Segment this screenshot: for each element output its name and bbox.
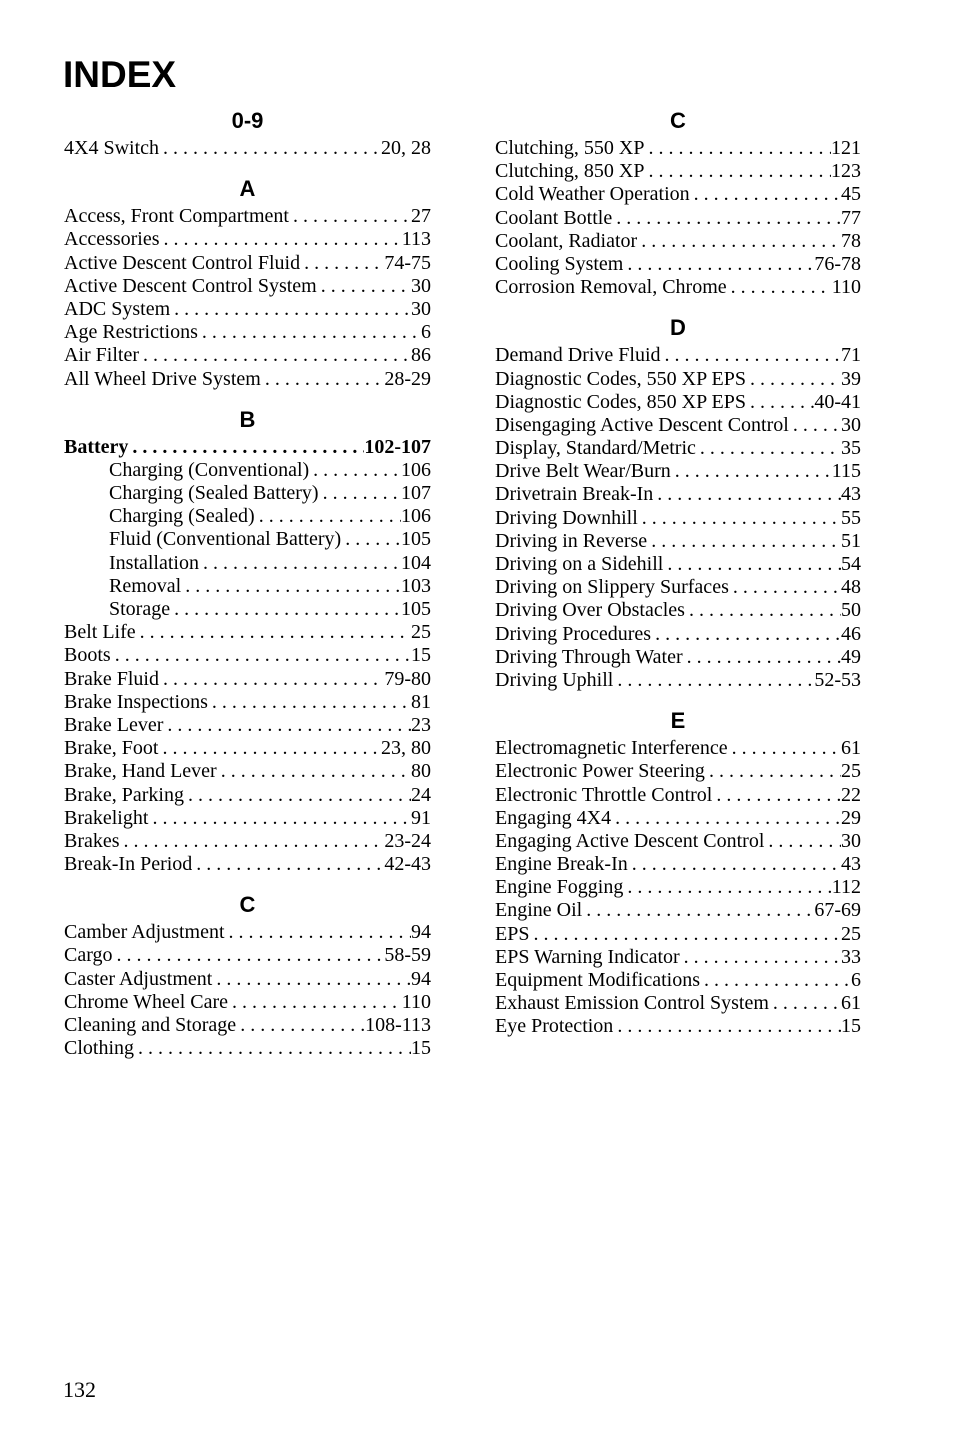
entry-term: Diagnostic Codes, 850 XP EPS xyxy=(495,390,746,413)
entry-page-numbers: 61 xyxy=(841,992,861,1015)
index-entry xyxy=(495,969,861,992)
index-entry xyxy=(495,899,861,922)
dot-leader xyxy=(637,230,841,253)
index-entry xyxy=(495,992,861,1015)
index-entry-list xyxy=(64,921,431,1060)
entry-term: Active Descent Control System xyxy=(64,274,317,297)
index-subentry xyxy=(64,575,431,598)
entry-term: Equipment Modifications xyxy=(495,969,700,991)
entry-term: Charging (Sealed Battery) xyxy=(109,482,319,505)
index-entry xyxy=(495,207,861,230)
entry-page-numbers: 106 xyxy=(401,505,431,528)
entry-page-numbers: 28-29 xyxy=(384,367,431,390)
entry-page-numbers: 86 xyxy=(411,344,431,367)
entry-page-numbers: 71 xyxy=(841,344,861,367)
entry-page-numbers: 107 xyxy=(401,482,431,505)
dot-leader xyxy=(113,944,385,967)
dot-leader xyxy=(317,275,411,298)
index-column-left xyxy=(64,104,431,1072)
entry-page-numbers: 15 xyxy=(411,1037,431,1060)
entry-page-numbers: 112 xyxy=(831,876,861,899)
dot-leader xyxy=(158,737,381,760)
entry-page-numbers: 55 xyxy=(841,506,861,529)
dot-leader xyxy=(729,576,841,599)
dot-leader xyxy=(289,205,411,228)
dot-leader xyxy=(159,137,381,160)
index-subentry xyxy=(64,482,431,505)
entry-term: Removal xyxy=(109,574,182,597)
dot-leader xyxy=(690,183,841,206)
index-entry xyxy=(64,621,431,644)
entry-page-numbers: 54 xyxy=(841,553,861,575)
entry-page-numbers: 25 xyxy=(841,760,861,783)
entry-term: Coolant Bottle xyxy=(495,206,613,229)
index-entry xyxy=(495,391,861,414)
entry-term: Disengaging Active Descent Control xyxy=(495,413,789,436)
index-entry xyxy=(64,1014,431,1037)
entry-term: Charging (Sealed) xyxy=(109,505,255,528)
dot-leader xyxy=(683,646,841,669)
index-column-right xyxy=(495,104,861,1051)
page-title: INDEX xyxy=(63,54,177,95)
index-entry-list xyxy=(64,205,431,391)
entry-term: Driving Uphill xyxy=(495,668,614,691)
index-entry xyxy=(64,275,431,298)
dot-leader xyxy=(661,344,841,367)
entry-term: Age Restrictions xyxy=(64,321,198,344)
entry-term: Engaging 4X4 xyxy=(495,806,612,829)
index-entry xyxy=(495,623,861,646)
index-entry xyxy=(64,830,431,853)
dot-leader xyxy=(236,1014,365,1037)
entry-page-numbers: 94 xyxy=(411,967,431,990)
entry-page-numbers: 105 xyxy=(401,528,431,551)
entry-term: Installation xyxy=(109,551,199,574)
entry-page-numbers: 123 xyxy=(831,160,861,183)
index-entry xyxy=(64,737,431,760)
entry-page-numbers: 25 xyxy=(411,621,431,644)
entry-page-numbers: 102-107 xyxy=(364,435,431,458)
index-entry xyxy=(64,668,431,691)
dot-leader xyxy=(653,483,841,506)
entry-term: Cargo xyxy=(64,944,113,967)
dot-leader xyxy=(163,714,411,737)
entry-page-numbers: 30 xyxy=(841,413,861,436)
entry-term: Electronic Power Steering xyxy=(495,760,705,783)
index-entry xyxy=(495,599,861,622)
dot-leader xyxy=(341,528,401,551)
entry-page-numbers: 80 xyxy=(411,760,431,783)
entry-page-numbers: 43 xyxy=(841,853,861,876)
entry-term: Cold Weather Operation xyxy=(495,183,690,206)
dot-leader xyxy=(638,507,841,530)
index-entry xyxy=(495,553,861,576)
dot-leader xyxy=(225,921,411,944)
entry-page-numbers: 74-75 xyxy=(384,251,431,274)
dot-leader xyxy=(746,368,841,391)
index-entry xyxy=(495,137,861,160)
entry-page-numbers: 58-59 xyxy=(384,944,431,967)
entry-page-numbers: 23-24 xyxy=(384,829,431,852)
dot-leader xyxy=(128,436,364,459)
index-entry xyxy=(495,576,861,599)
dot-leader xyxy=(184,784,411,807)
index-entry xyxy=(495,253,861,276)
section-heading: B xyxy=(239,406,256,432)
index-entry xyxy=(495,853,861,876)
dot-leader xyxy=(198,321,421,344)
dot-leader xyxy=(623,876,831,899)
index-subentry xyxy=(64,505,431,528)
dot-leader xyxy=(789,414,841,437)
entry-term: Display, Standard/Metric xyxy=(495,437,696,460)
entry-page-numbers: 25 xyxy=(841,922,861,945)
dot-leader xyxy=(170,298,411,321)
dot-leader xyxy=(663,553,841,576)
index-entry xyxy=(495,437,861,460)
dot-leader xyxy=(644,160,831,183)
index-entry xyxy=(64,991,431,1014)
entry-term: Belt Life xyxy=(64,621,136,644)
dot-leader xyxy=(208,691,411,714)
dot-leader xyxy=(647,530,841,553)
entry-page-numbers: 30 xyxy=(411,297,431,320)
entry-term: Clothing xyxy=(64,1037,135,1060)
index-entry xyxy=(64,344,431,367)
index-entry xyxy=(64,321,431,344)
entry-page-numbers: 77 xyxy=(841,206,861,229)
entry-page-numbers: 76-78 xyxy=(814,252,861,275)
entry-page-numbers: 110 xyxy=(831,276,861,299)
index-entry xyxy=(495,946,861,969)
dot-leader xyxy=(705,760,841,783)
entry-term: Cooling System xyxy=(495,252,624,275)
entry-term: Brake, Parking xyxy=(64,783,184,806)
index-entry xyxy=(495,368,861,391)
index-entry xyxy=(495,669,861,692)
entry-page-numbers: 6 xyxy=(851,969,861,991)
index-entry xyxy=(495,483,861,506)
entry-page-numbers: 23 xyxy=(411,713,431,736)
dot-leader xyxy=(680,946,841,969)
dot-leader xyxy=(746,391,814,414)
entry-term: Brake Fluid xyxy=(64,667,159,690)
index-entry xyxy=(64,807,431,830)
entry-term: Driving Procedures xyxy=(495,622,652,645)
index-entry xyxy=(495,1015,861,1038)
entry-term: Brake, Foot xyxy=(64,737,159,760)
entry-page-numbers: 115 xyxy=(831,460,861,483)
entry-term: Storage xyxy=(109,598,171,620)
index-subentry xyxy=(64,459,431,482)
dot-leader xyxy=(255,505,401,528)
page-number: 132 xyxy=(63,1377,96,1402)
index-entry xyxy=(495,646,861,669)
entry-page-numbers: 24 xyxy=(411,783,431,806)
section-heading: C xyxy=(239,892,256,918)
entry-term: ADC System xyxy=(64,297,171,320)
index-entry xyxy=(64,784,431,807)
index-entry xyxy=(495,737,861,760)
entry-page-numbers: 105 xyxy=(401,598,431,620)
dot-leader xyxy=(727,276,832,299)
dot-leader xyxy=(139,344,411,367)
index-entry-list xyxy=(495,344,861,692)
dot-leader xyxy=(612,207,841,230)
entry-term: Camber Adjustment xyxy=(64,921,225,944)
entry-page-numbers: 46 xyxy=(841,622,861,645)
index-entry xyxy=(495,344,861,367)
entry-page-numbers: 40-41 xyxy=(814,390,861,413)
dot-leader xyxy=(148,807,411,830)
entry-page-numbers: 22 xyxy=(841,783,861,806)
entry-term: Caster Adjustment xyxy=(64,967,213,990)
entry-page-numbers: 6 xyxy=(421,321,431,344)
entry-term: 4X4 Switch xyxy=(64,137,159,159)
index-subentry xyxy=(64,552,431,575)
entry-page-numbers: 35 xyxy=(841,437,861,460)
entry-term: Battery xyxy=(64,435,129,458)
index-entry-list xyxy=(495,737,861,1038)
entry-page-numbers: 15 xyxy=(411,644,431,667)
index-entry xyxy=(64,298,431,321)
entry-term: Diagnostic Codes, 550 XP EPS xyxy=(495,367,746,390)
entry-term: Brake Inspections xyxy=(64,690,208,713)
dot-leader xyxy=(712,784,841,807)
entry-page-numbers: 42-43 xyxy=(384,853,431,876)
entry-page-numbers: 48 xyxy=(841,576,861,599)
entry-term: Clutching, 850 XP xyxy=(495,160,645,183)
entry-term: Driving Over Obstacles xyxy=(495,599,685,622)
dot-leader xyxy=(611,807,841,830)
entry-term: Brakes xyxy=(64,829,120,852)
index-entry xyxy=(64,968,431,991)
dot-leader xyxy=(623,253,814,276)
index-entry xyxy=(64,137,431,160)
entry-term: Brakelight xyxy=(64,806,149,829)
entry-term: Engine Oil xyxy=(495,899,583,922)
entry-term: All Wheel Drive System xyxy=(64,367,261,390)
index-entry xyxy=(495,530,861,553)
entry-page-numbers: 121 xyxy=(831,137,861,159)
index-entry xyxy=(64,921,431,944)
entry-page-numbers: 43 xyxy=(841,483,861,506)
index-entry xyxy=(64,436,431,459)
entry-term: Exhaust Emission Control System xyxy=(495,992,769,1015)
entry-term: Demand Drive Fluid xyxy=(495,344,661,367)
entry-term: Chrome Wheel Care xyxy=(64,990,229,1013)
section-heading: 0-9 xyxy=(231,108,264,133)
index-subentry xyxy=(64,528,431,551)
index-entry xyxy=(495,923,861,946)
dot-leader xyxy=(159,668,384,691)
dot-leader xyxy=(628,853,841,876)
section-heading: A xyxy=(239,176,256,202)
entry-term: Driving Downhill xyxy=(495,506,638,529)
entry-page-numbers: 29 xyxy=(841,806,861,829)
index-entry xyxy=(64,205,431,228)
dot-leader xyxy=(671,460,832,483)
entry-term: EPS xyxy=(495,922,530,945)
entry-page-numbers: 94 xyxy=(411,921,431,944)
entry-term: Eye Protection xyxy=(495,1015,614,1038)
entry-page-numbers: 39 xyxy=(841,367,861,390)
dot-leader xyxy=(160,228,402,251)
dot-leader xyxy=(582,899,814,922)
dot-leader xyxy=(728,737,841,760)
entry-term: Electronic Throttle Control xyxy=(495,783,713,806)
entry-term: Brake, Hand Lever xyxy=(64,760,217,783)
entry-term: Drivetrain Break-In xyxy=(495,483,654,506)
entry-page-numbers: 23, 80 xyxy=(381,737,431,760)
entry-term: Charging (Conventional) xyxy=(109,458,310,481)
entry-page-numbers: 106 xyxy=(401,458,431,481)
dot-leader xyxy=(181,575,401,598)
index-entry xyxy=(495,830,861,853)
entry-term: Clutching, 550 XP xyxy=(495,137,645,159)
entry-page-numbers: 51 xyxy=(841,529,861,552)
entry-page-numbers: 103 xyxy=(401,574,431,597)
index-subentry xyxy=(64,598,431,621)
entry-page-numbers: 91 xyxy=(411,806,431,829)
entry-page-numbers: 110 xyxy=(401,990,431,1013)
index-entry xyxy=(64,644,431,667)
dot-leader xyxy=(696,437,841,460)
dot-leader xyxy=(300,252,384,275)
index-entry-list xyxy=(64,137,431,160)
dot-leader xyxy=(134,1037,411,1060)
section-heading: C xyxy=(670,108,686,133)
dot-leader xyxy=(769,992,841,1015)
entry-page-numbers: 15 xyxy=(841,1015,861,1038)
entry-page-numbers: 30 xyxy=(841,829,861,852)
index-entry xyxy=(495,183,861,206)
index-entry xyxy=(495,784,861,807)
entry-page-numbers: 49 xyxy=(841,645,861,668)
index-entry xyxy=(64,368,431,391)
entry-page-numbers: 67-69 xyxy=(814,899,861,922)
entry-term: Engine Break-In xyxy=(495,853,628,876)
dot-leader xyxy=(261,368,385,391)
dot-leader xyxy=(685,599,841,622)
entry-term: Brake Lever xyxy=(64,713,164,736)
dot-leader xyxy=(199,552,401,575)
entry-page-numbers: 79-80 xyxy=(384,667,431,690)
dot-leader xyxy=(644,137,831,160)
dot-leader xyxy=(613,669,814,692)
entry-term: Accessories xyxy=(64,228,160,251)
entry-page-numbers: 81 xyxy=(411,690,431,713)
index-entry xyxy=(495,760,861,783)
entry-term: Engaging Active Descent Control xyxy=(495,829,765,852)
dot-leader xyxy=(529,923,841,946)
section-heading: D xyxy=(670,315,686,341)
index-entry-list xyxy=(495,137,861,299)
index-entry xyxy=(64,691,431,714)
dot-leader xyxy=(217,760,411,783)
index-entry xyxy=(495,460,861,483)
index-entry-list xyxy=(64,436,431,877)
dot-leader xyxy=(212,968,411,991)
dot-leader xyxy=(764,830,841,853)
index-entry xyxy=(64,760,431,783)
entry-term: Access, Front Compartment xyxy=(64,205,289,228)
entry-term: Electromagnetic Interference xyxy=(495,737,728,760)
index-entry xyxy=(495,876,861,899)
entry-page-numbers: 45 xyxy=(841,183,861,206)
index-entry xyxy=(64,853,431,876)
dot-leader xyxy=(319,482,401,505)
index-entry xyxy=(495,807,861,830)
entry-term: Fluid (Conventional Battery) xyxy=(109,528,342,551)
entry-term: Active Descent Control Fluid xyxy=(64,251,301,274)
index-entry xyxy=(64,252,431,275)
entry-term: Driving on a Sidehill xyxy=(495,553,664,575)
dot-leader xyxy=(700,969,851,992)
entry-term: Cleaning and Storage xyxy=(64,1014,237,1036)
entry-page-numbers: 108-113 xyxy=(365,1014,431,1036)
entry-term: Break-In Period xyxy=(64,853,193,876)
index-entry xyxy=(495,276,861,299)
dot-leader xyxy=(651,623,841,646)
dot-leader xyxy=(192,853,384,876)
entry-page-numbers: 20, 28 xyxy=(381,137,431,159)
entry-term: Air Filter xyxy=(64,344,139,367)
index-entry xyxy=(495,230,861,253)
index-entry xyxy=(64,1037,431,1060)
entry-term: Driving Through Water xyxy=(495,645,683,668)
entry-page-numbers: 61 xyxy=(841,737,861,760)
entry-term: Engine Fogging xyxy=(495,876,624,899)
entry-term: Drive Belt Wear/Burn xyxy=(495,460,671,483)
index-entry xyxy=(64,714,431,737)
index-entry xyxy=(64,944,431,967)
entry-term: Driving in Reverse xyxy=(495,529,648,552)
entry-term: Boots xyxy=(64,644,111,667)
entry-page-numbers: 78 xyxy=(841,229,861,252)
entry-page-numbers: 30 xyxy=(411,274,431,297)
entry-term: Driving on Slippery Surfaces xyxy=(495,576,729,599)
dot-leader xyxy=(309,459,401,482)
index-entry xyxy=(495,507,861,530)
index-entry xyxy=(495,160,861,183)
entry-page-numbers: 113 xyxy=(401,228,431,251)
section-heading: E xyxy=(670,708,686,734)
entry-page-numbers: 33 xyxy=(841,945,861,968)
dot-leader xyxy=(136,621,411,644)
entry-page-numbers: 52-53 xyxy=(814,668,861,691)
entry-page-numbers: 27 xyxy=(411,205,431,228)
entry-term: EPS Warning Indicator xyxy=(495,945,680,968)
dot-leader xyxy=(111,644,411,667)
dot-leader xyxy=(228,991,402,1014)
entry-page-numbers: 50 xyxy=(841,599,861,622)
dot-leader xyxy=(120,830,385,853)
index-entry xyxy=(64,228,431,251)
entry-term: Corrosion Removal, Chrome xyxy=(495,276,727,299)
index-entry xyxy=(495,414,861,437)
dot-leader xyxy=(170,598,401,621)
entry-term: Coolant, Radiator xyxy=(495,229,638,252)
entry-page-numbers: 104 xyxy=(401,551,431,574)
dot-leader xyxy=(613,1015,841,1038)
